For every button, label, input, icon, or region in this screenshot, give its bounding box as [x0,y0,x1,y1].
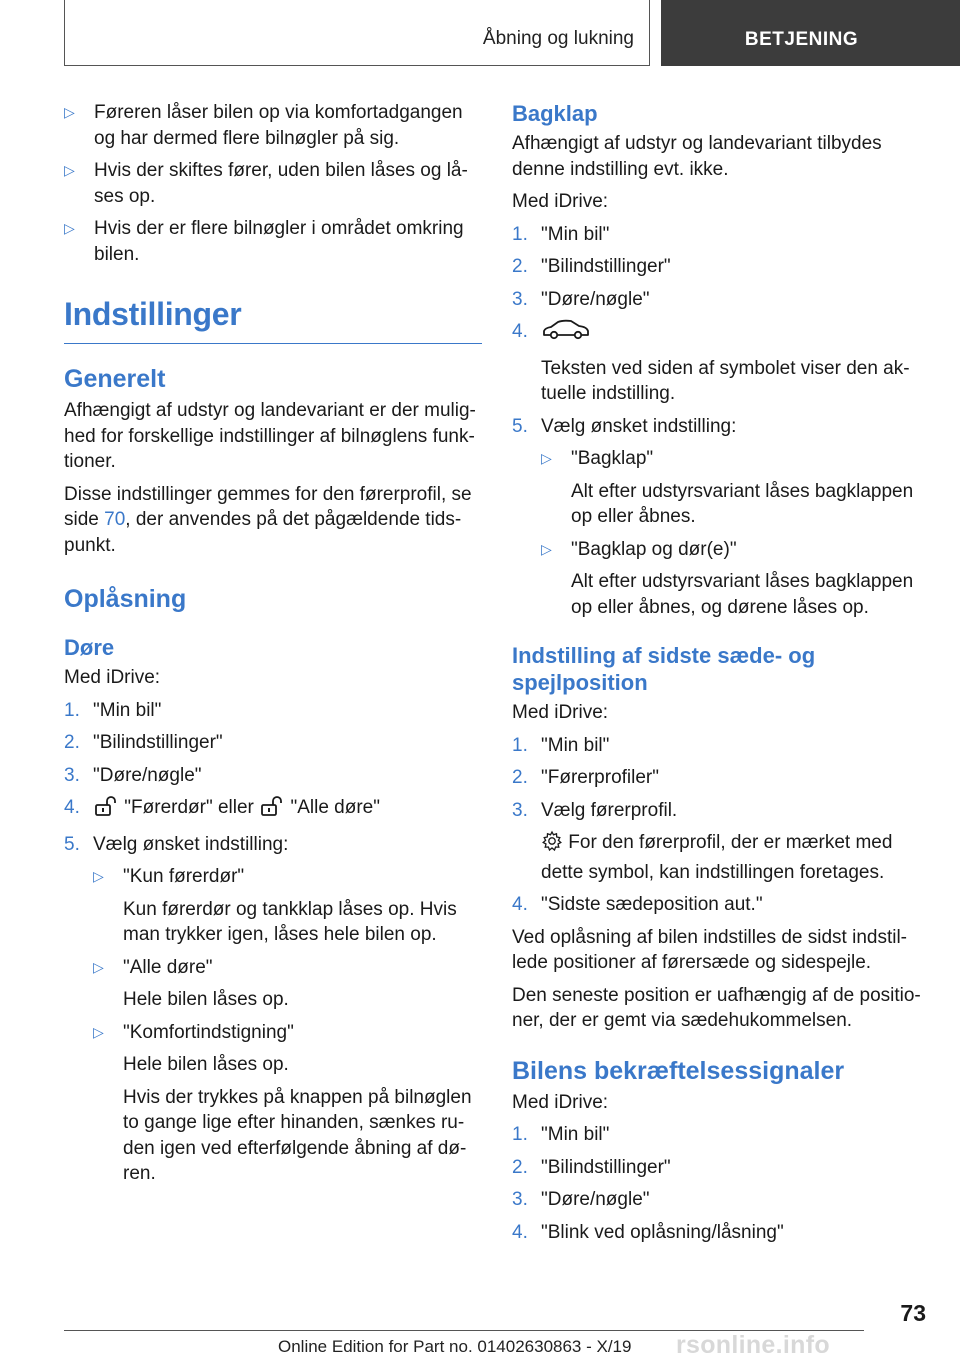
car-icon [541,319,591,349]
heading-sade: Indstilling af sidste sæde- og spejlposition [512,643,816,695]
bagklap-steps [512,222,928,621]
page-title: Indstillinger [64,274,482,344]
list-item: 4. "Blink ved oplåsning/låsning" [512,1220,928,1246]
paragraph: Afhængigt af udstyr og landevariant er der mulig-hed for forskellige indstillinger af bilnøglens funk-tioner. [64,400,476,472]
sade-steps [512,733,928,918]
list-item: ▷ "Bagklap og dør(e)" Alt efter udstyrsvariant låses bagklappen op eller åbnes, og dørene låses op. [541,538,914,618]
list-item: 2. "Bilindstillinger" [64,730,482,756]
step-number: 4. [64,797,80,818]
step-number: 1. [512,1124,528,1145]
paragraph: Den seneste position er uafhængig af de positio-ner, der er gemt via sædehukommelsen. [512,984,921,1031]
step-number: 1. [64,699,80,721]
paragraph: Disse indstillinger gemmes for den førerprofil, se side 70, der anvendes på det pågældende tids-punkt. [64,483,472,556]
list-item: ▷ "Bagklap" Alt efter udstyrsvariant låses bagklappen op eller åbnes. [541,448,914,527]
triangle-bullet-icon: ▷ [541,450,552,466]
list-item: 2. "Førerprofiler" [512,765,928,791]
list-item: 3. "Døre/nøgle" [64,763,482,789]
step-number: 4. [512,321,528,342]
unlock-icon [259,795,285,825]
triangle-bullet-icon: ▷ [93,868,104,884]
list-item: 3. "Døre/nøgle" [512,1187,928,1213]
paragraph: Med iDrive: [512,1091,609,1113]
list-item: 4. "Sidste sædeposition aut." [512,892,928,918]
step-number: 4. [512,894,528,915]
heading-oplasning: Oplåsning [64,585,187,613]
paragraph: Med iDrive: [512,191,609,212]
list-item: 1. "Min bil" [512,222,928,248]
page-link[interactable]: 70 [104,509,126,530]
left-column [64,100,482,1194]
chapter-tab [661,0,960,66]
conditions-list [64,100,482,267]
heading-bagklap: Bagklap [512,101,598,126]
paragraph: Ved oplåsning af bilen indstilles de sidst indstil-lede positioner af førersæde og sidespejle. [512,926,908,973]
list-item: 4. Teksten ved siden af symbolet viser den ak-tuelle indstilling. [512,321,910,404]
list-item: ▷ Hvis der skiftes fører, uden bilen låses og lå-ses op. [64,160,468,207]
step-number: 2. [64,732,80,753]
list-item: ▷ "Komfortindstigning" Hele bilen låses op. Hvis der trykkes på knappen på bilnøglen to gange lige efter hinanden, sænkes ru-den igen ved efterfølgende åbning af dø-ren. [93,1021,472,1184]
heading-generelt: Generelt [64,365,166,393]
list-item: 2. "Bilindstillinger" [512,254,928,280]
list-item: 5. Vælg ønsket indstilling: ▷ "Kun førerdør" Kun førerdør og tankklap låses op. Hvis man trykker igen, låses hele bilen op. ▷ "Alle døre" Hele bilen låses op. ▷ "Komfortindstigning" Hele bilen låses op. Hvis der trykkes på knappen på bilnøglen to gange lige efter hinanden, sænkes ru-den igen ved efterfølgende åbning af dø-ren. [64,832,482,1187]
page-number: 73 [900,1300,926,1326]
triangle-bullet-icon: ▷ [64,162,75,178]
paragraph: Med iDrive: [64,667,161,688]
step-number: 1. [512,734,528,756]
list-item: ▷ "Kun førerdør" Kun førerdør og tankklap låses op. Hvis man trykker igen, låses hele bilen op. [93,866,457,945]
paragraph: Med iDrive: [512,702,609,723]
signal-steps [512,1122,928,1245]
triangle-bullet-icon: ▷ [541,540,552,557]
list-item: 4. "Førerdør" eller "Alle døre" [64,795,482,825]
dore-steps [64,698,482,1187]
list-item: 5. Vælg ønsket indstilling: ▷ "Bagklap" Alt efter udstyrsvariant låses bagklappen op eller åbnes. ▷ "Bagklap og dør(e)" Alt efter udstyrsvariant låses bagklappen op eller åbnes, og dørene låses op. [512,414,928,621]
paragraph: Afhængigt af udstyr og landevariant tilbydes denne indstilling evt. ikke. [512,133,882,180]
section-title: Åbning og lukning [482,28,634,49]
triangle-bullet-icon: ▷ [64,220,75,236]
step-number: 3. [512,288,528,310]
watermark: rsonline.info [676,1331,830,1359]
heading-signaler: Bilens bekræftelsessignaler [512,1056,845,1085]
list-item: 1. "Min bil" [512,733,928,759]
triangle-bullet-icon: ▷ [93,1023,104,1040]
step-number: 2. [512,767,528,788]
right-column [512,100,928,1252]
step-number: 3. [512,1189,528,1210]
unlock-icon [93,795,119,825]
step-number: 5. [512,415,528,437]
list-item: 3. "Døre/nøgle" [512,287,928,313]
step-number: 2. [512,1156,528,1178]
list-item: 1. "Min bil" [512,1122,928,1148]
step-number: 3. [512,799,528,821]
gear-icon [541,830,563,860]
step-number: 5. [64,833,80,855]
step-number: 3. [64,764,80,786]
triangle-bullet-icon: ▷ [64,104,75,120]
triangle-bullet-icon: ▷ [93,958,104,975]
step-number: 2. [512,256,528,277]
list-item: 3. Vælg førerprofil. For den førerprofil, der er mærket med dette symbol, kan indstillingen foretages. [512,799,893,883]
bagklap-options [541,446,928,620]
list-item: ▷ Hvis der er flere bilnøgler i området omkring bilen. [64,218,464,265]
footer-edition: Online Edition for Part no. 01402630863 - X/19 [278,1337,632,1356]
list-item: 2. "Bilindstillinger" [512,1155,928,1181]
list-item: 1. "Min bil" [64,698,482,724]
list-item: ▷ Føreren låser bilen op via komfortadgangen og har dermed flere bilnøgler på sig. [64,102,463,149]
heading-dore: Døre [64,635,115,660]
chapter-label: BETJENING [744,29,859,50]
dore-options [93,864,482,1187]
step-number: 1. [512,223,528,245]
step-number: 4. [512,1221,528,1243]
list-item: ▷ "Alle døre" Hele bilen låses op. [93,956,289,1010]
